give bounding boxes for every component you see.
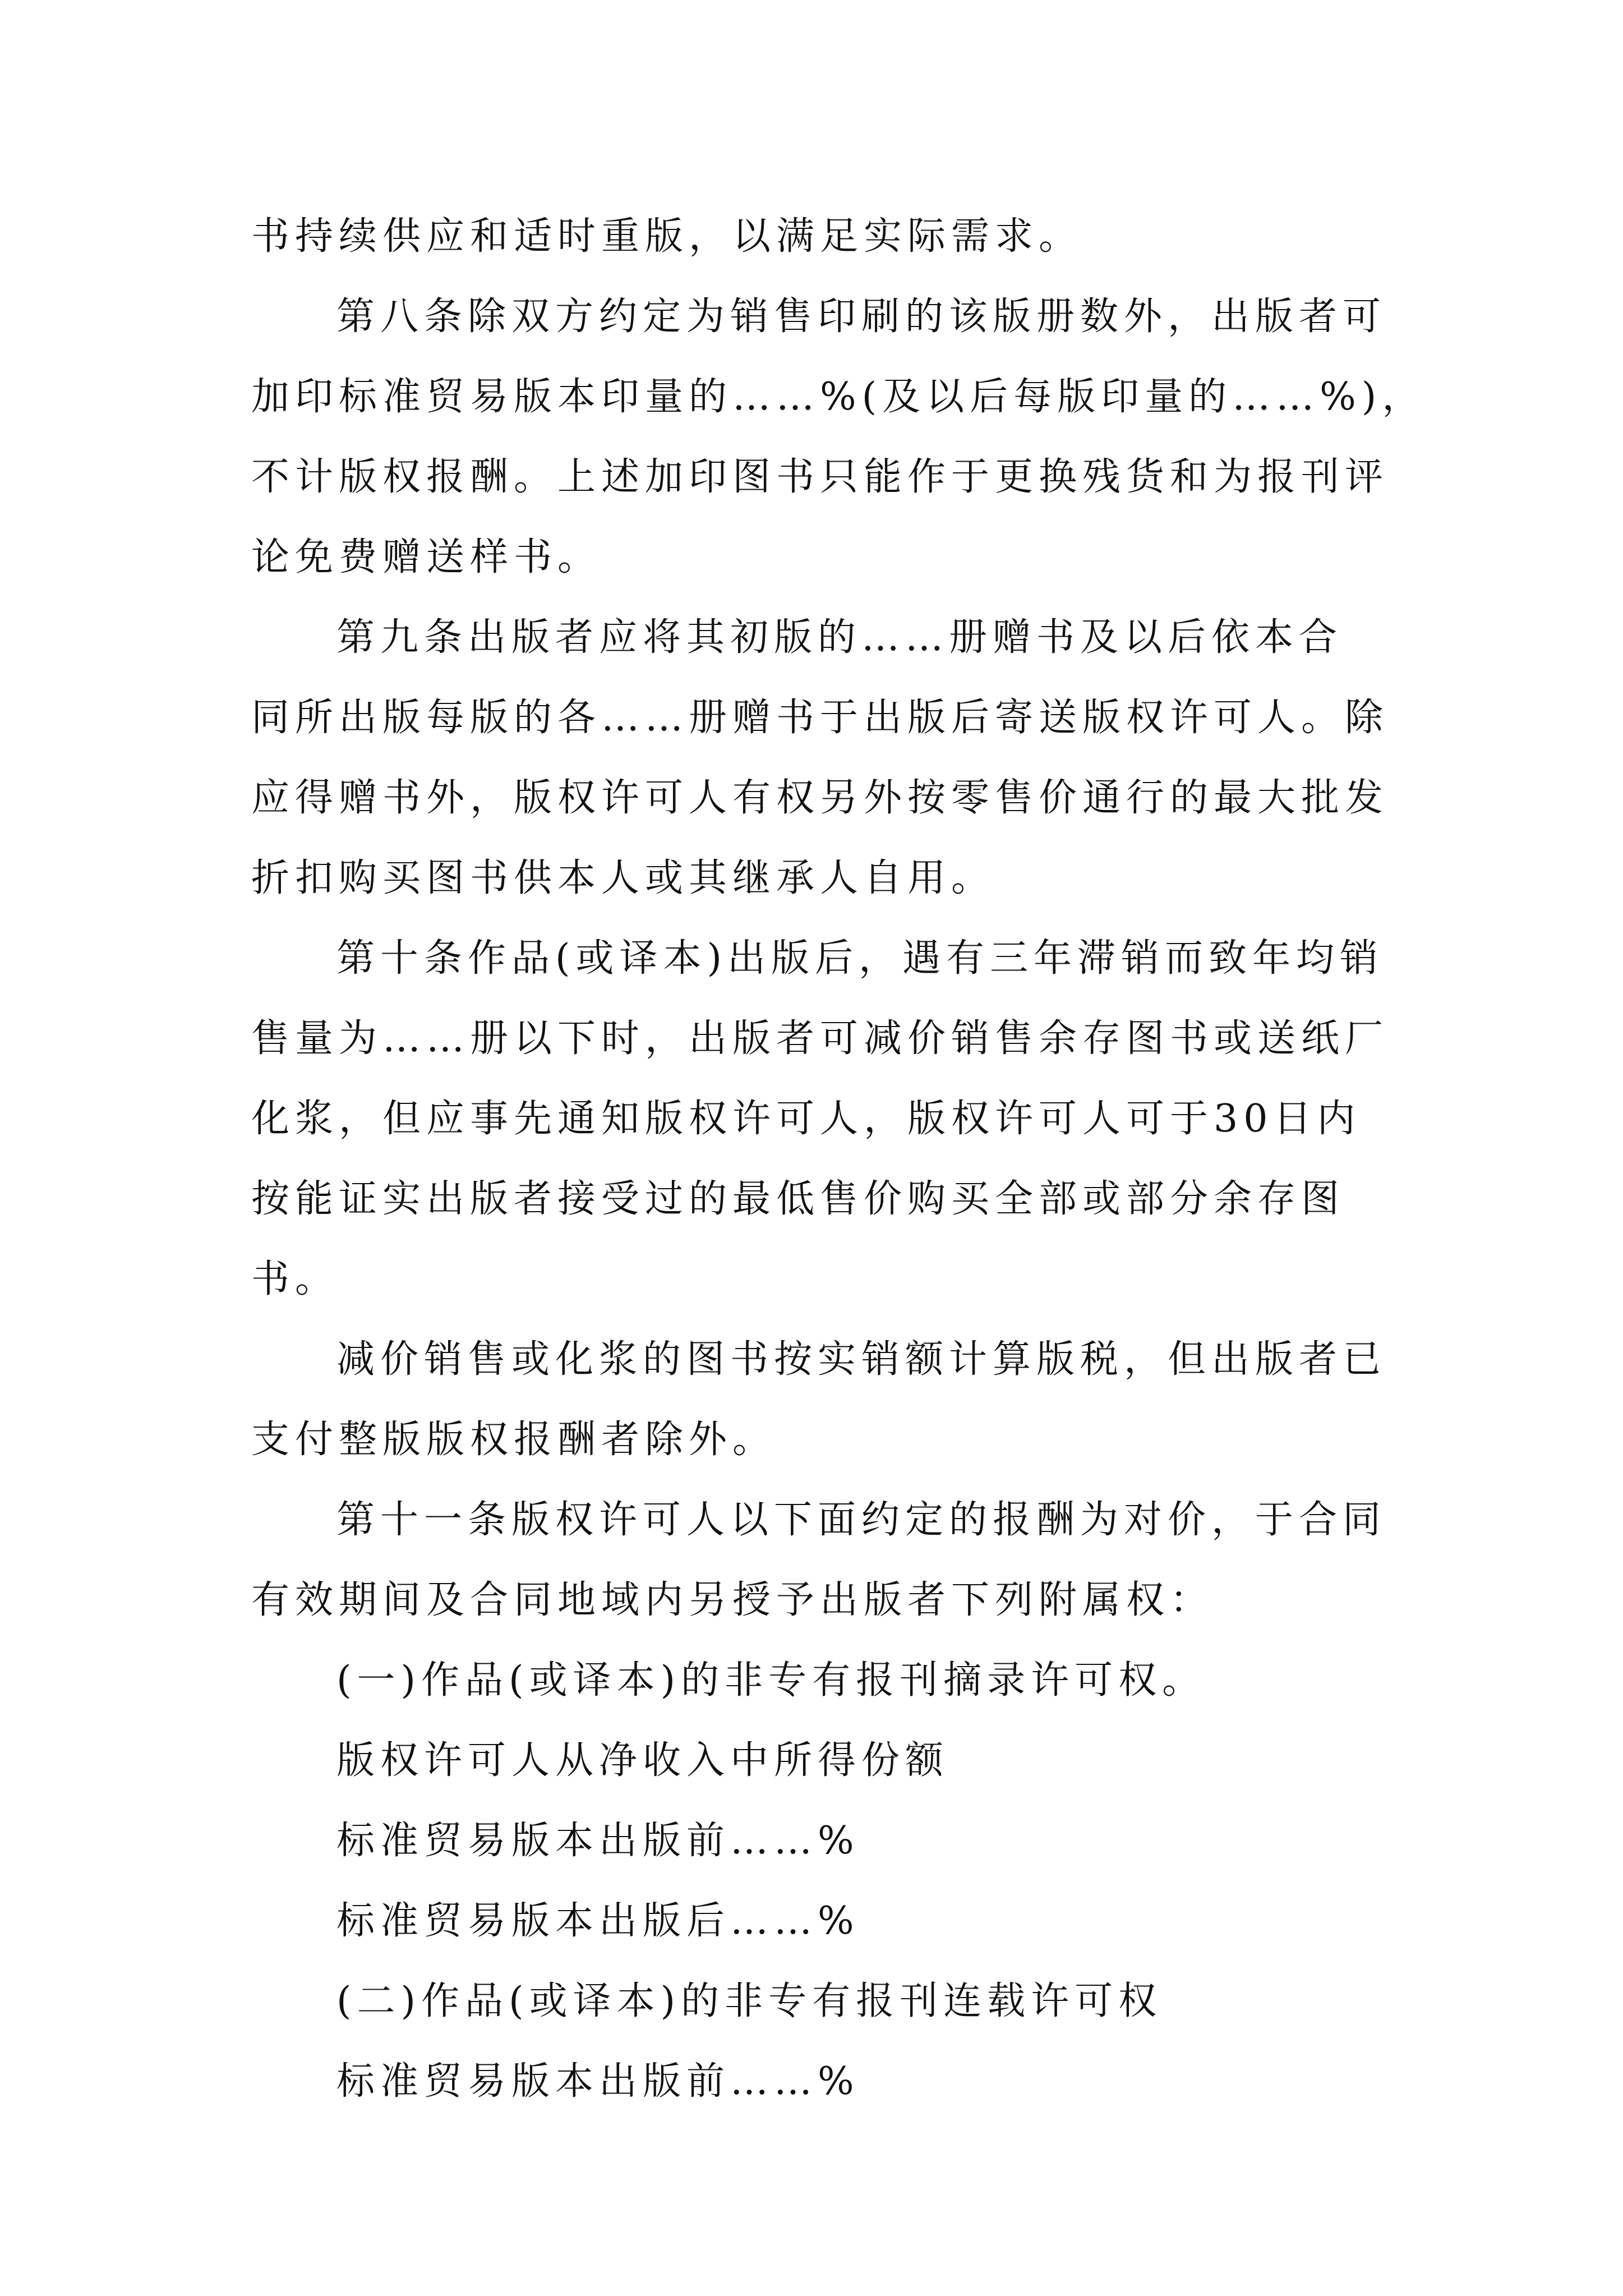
text-line [0, 1968, 1623, 2035]
text: 版权许可人从净收入中所得份额 [336, 1738, 949, 1783]
text-line [0, 1406, 1623, 1474]
text: 第九条出版者应将其初版的……册赠书及以后依本合 [336, 615, 1343, 660]
text-line [0, 1005, 1623, 1073]
text: (一)作品(或译本)的非专有报刊摘录许可权。 [336, 1658, 1206, 1703]
text-line [0, 925, 1623, 992]
text: 第十一条版权许可人以下面约定的报酬为对价，于合同 [336, 1498, 1387, 1542]
text: 同所出版每版的各……册赠书于出版后寄送版权许可人。除 [251, 696, 1389, 740]
text: 第八条除双方约定为销售印刷的该版册数外，出版者可 [336, 295, 1387, 339]
text: 书持续供应和适时重版，以满足实际需求。 [251, 214, 1083, 259]
text-line [0, 524, 1623, 591]
text: 标准贸易版本出版前……% [336, 2059, 860, 2104]
text-line [0, 364, 1623, 431]
text-line [0, 444, 1623, 511]
text: 标准贸易版本出版前……% [336, 1819, 860, 1863]
text-line [0, 1807, 1623, 1875]
text: 标准贸易版本出版后……% [336, 1899, 860, 1943]
text: 化浆，但应事先通知版权许可人，版权许可人可于30日内 [251, 1097, 1361, 1141]
text-line [0, 1326, 1623, 1393]
text: 售量为……册以下时，出版者可减价销售余存图书或送纸厂 [251, 1016, 1389, 1061]
text: (二)作品(或译本)的非专有报刊连载许可权 [336, 1979, 1163, 2023]
text-line [0, 1727, 1623, 1795]
text: 第十条作品(或译本)出版后，遇有三年滞销而致年均销 [336, 936, 1384, 981]
text: 论免费赠送样书。 [251, 535, 602, 579]
text: 按能证实出版者接受过的最低售价购买全部或部分余存图 [251, 1177, 1345, 1221]
text-line [0, 1166, 1623, 1233]
text-line [0, 684, 1623, 752]
text-line [0, 2048, 1623, 2115]
text: 支付整版版权报酬者除外。 [251, 1418, 777, 1462]
text-line [0, 1487, 1623, 1554]
text-line [0, 1246, 1623, 1313]
text-line [0, 845, 1623, 912]
text: 应得赠书外，版权许可人有权另外按零售价通行的最大批发 [251, 776, 1389, 820]
text: 有效期间及合同地域内另授予出版者下列附属权： [251, 1578, 1214, 1622]
text-line [0, 1567, 1623, 1634]
text-line [0, 1888, 1623, 1955]
text: 不计版权报酬。上述加印图书只能作于更换残货和为报刊评 [251, 455, 1389, 499]
text-line [0, 765, 1623, 832]
text: 书。 [251, 1257, 339, 1301]
text-line [0, 1647, 1623, 1714]
text: 加印标准贸易版本印量的……%(及以后每版印量的……%)， [251, 375, 1426, 419]
text-line [0, 283, 1623, 351]
text-line [0, 203, 1623, 270]
text-line [0, 1085, 1623, 1153]
text: 折扣购买图书供本人或其继承人自用。 [251, 856, 995, 900]
text-line [0, 604, 1623, 671]
text: 减价销售或化浆的图书按实销额计算版税，但出版者已 [336, 1337, 1387, 1382]
